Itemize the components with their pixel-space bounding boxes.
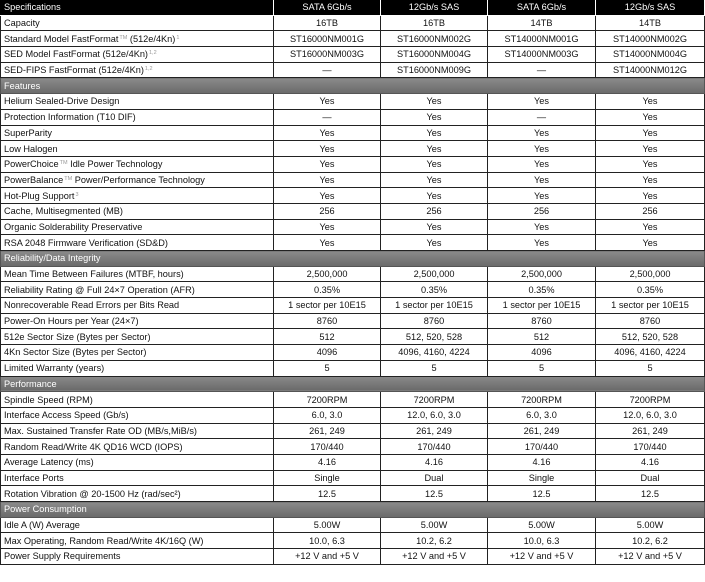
cell-value: 1 sector per 10E15	[274, 298, 381, 314]
cell-value: 5.00W	[381, 517, 488, 533]
cell-value: Yes	[381, 235, 488, 251]
row-label-text: Rotation Vibration @ 20-1500 Hz (rad/sec²)	[4, 488, 181, 499]
cell-value: 261, 249	[274, 423, 381, 439]
table-row	[1, 203, 705, 219]
cell-value: Yes	[596, 109, 705, 125]
row-label	[1, 47, 274, 63]
cell-value: 5	[274, 360, 381, 376]
header-label: Specifications	[1, 0, 274, 15]
cell-value: 256	[488, 203, 596, 219]
table-row	[1, 94, 705, 110]
cell-value: ST16000NM002G	[381, 31, 488, 47]
table-row	[1, 392, 705, 408]
column-header: SATA 6Gb/s	[488, 0, 596, 15]
cell-value: 2,500,000	[274, 266, 381, 282]
cell-value: 12.5	[596, 486, 705, 502]
column-header: 12Gb/s SAS	[596, 0, 705, 15]
row-label	[1, 313, 274, 329]
cell-value: 512, 520, 528	[596, 329, 705, 345]
cell-value: —	[274, 62, 381, 78]
cell-value: 10.0, 6.3	[488, 533, 596, 549]
cell-value: 10.2, 6.2	[381, 533, 488, 549]
header-row	[1, 0, 705, 15]
cell-value: 14TB	[488, 15, 596, 31]
cell-value: ST16000NM009G	[381, 62, 488, 78]
cell-value: 4.16	[488, 454, 596, 470]
table-row	[1, 156, 705, 172]
row-label-text: Power Supply Requirements	[4, 551, 121, 562]
cell-value: 0.35%	[488, 282, 596, 298]
cell-value: Yes	[381, 188, 488, 204]
cell-value: Yes	[381, 94, 488, 110]
row-label-text: Spindle Speed (RPM)	[4, 394, 93, 405]
cell-value: 10.2, 6.2	[596, 533, 705, 549]
row-label	[1, 62, 274, 78]
row-label-text: Nonrecoverable Read Errors per Bits Read	[4, 300, 180, 311]
cell-value: 12.5	[381, 486, 488, 502]
row-label-text: Standard Model FastFormat	[4, 33, 119, 44]
cell-value: Yes	[596, 156, 705, 172]
cell-value: 12.0, 6.0, 3.0	[381, 407, 488, 423]
cell-value: Yes	[596, 235, 705, 251]
section-title: Power Consumption	[1, 502, 705, 518]
row-label	[1, 94, 274, 110]
cell-value: 512, 520, 528	[381, 329, 488, 345]
cell-value: Yes	[488, 188, 596, 204]
column-header: 12Gb/s SAS	[381, 0, 488, 15]
cell-value: 170/440	[488, 439, 596, 455]
cell-value: Dual	[381, 470, 488, 486]
column-header: SATA 6Gb/s	[274, 0, 381, 15]
cell-value: 5.00W	[274, 517, 381, 533]
row-label-text: 512e Sector Size (Bytes per Sector)	[4, 331, 151, 342]
row-label-text: Idle A (W) Average	[4, 520, 80, 531]
table-row	[1, 486, 705, 502]
cell-value: 1 sector per 10E15	[488, 298, 596, 314]
cell-value: Yes	[596, 188, 705, 204]
row-label-text: Helium Sealed-Drive Design	[4, 96, 120, 107]
cell-value: Yes	[596, 94, 705, 110]
cell-value: Single	[488, 470, 596, 486]
cell-value: +12 V and +5 V	[488, 549, 596, 565]
table-row	[1, 454, 705, 470]
cell-value: Yes	[381, 219, 488, 235]
row-label-text: Interface Access Speed (Gb/s)	[4, 410, 129, 421]
cell-value: 170/440	[381, 439, 488, 455]
cell-value: 170/440	[274, 439, 381, 455]
row-label-text: Organic Solderability Preservative	[4, 221, 143, 232]
table-row	[1, 423, 705, 439]
row-label-text: Capacity	[4, 18, 40, 29]
row-label	[1, 156, 274, 172]
cell-value: ST16000NM003G	[274, 47, 381, 63]
cell-value: ST14000NM003G	[488, 47, 596, 63]
row-label-text: Power-On Hours per Year (24×7)	[4, 316, 139, 327]
table-row	[1, 188, 705, 204]
row-label-text: Limited Warranty (years)	[4, 363, 105, 374]
table-row	[1, 31, 705, 47]
cell-value: 256	[274, 203, 381, 219]
cell-value: ST16000NM004G	[381, 47, 488, 63]
table-row	[1, 470, 705, 486]
table-row	[1, 219, 705, 235]
row-label-text: PowerBalance	[4, 174, 64, 185]
cell-value: Yes	[488, 172, 596, 188]
cell-value: 4096	[488, 345, 596, 361]
table-row	[1, 533, 705, 549]
table-row	[1, 266, 705, 282]
cell-value: Yes	[274, 188, 381, 204]
cell-value: 7200RPM	[488, 392, 596, 408]
row-label-text: PowerChoice	[4, 159, 59, 170]
cell-value: ST16000NM001G	[274, 31, 381, 47]
row-label-text: Reliability Rating @ Full 24×7 Operation (AFR)	[4, 284, 195, 295]
footnote-mark: 1	[176, 34, 180, 41]
cell-value: 5	[381, 360, 488, 376]
cell-value: 4096, 4160, 4224	[596, 345, 705, 361]
table-row	[1, 360, 705, 376]
cell-value: Yes	[381, 109, 488, 125]
row-label	[1, 329, 274, 345]
row-label-text: SuperParity	[4, 127, 53, 138]
cell-value: —	[274, 109, 381, 125]
cell-value: Yes	[488, 219, 596, 235]
cell-value: 8760	[381, 313, 488, 329]
cell-value: 7200RPM	[274, 392, 381, 408]
row-label-text: SED-FIPS FastFormat (512e/4Kn)	[4, 65, 144, 76]
row-label	[1, 125, 274, 141]
cell-value: 8760	[596, 313, 705, 329]
cell-value: 4096, 4160, 4224	[381, 345, 488, 361]
cell-value: —	[488, 62, 596, 78]
cell-value: 512	[488, 329, 596, 345]
cell-value: Yes	[596, 219, 705, 235]
cell-value: 12.0, 6.0, 3.0	[596, 407, 705, 423]
section-row	[1, 376, 705, 392]
row-label	[1, 360, 274, 376]
cell-value: 512	[274, 329, 381, 345]
table-row	[1, 313, 705, 329]
table-row	[1, 141, 705, 157]
row-label	[1, 188, 274, 204]
cell-value: 1 sector per 10E15	[596, 298, 705, 314]
cell-value: Yes	[381, 125, 488, 141]
table-row	[1, 549, 705, 565]
row-label	[1, 454, 274, 470]
table-row	[1, 439, 705, 455]
cell-value: 0.35%	[381, 282, 488, 298]
cell-value: 0.35%	[274, 282, 381, 298]
table-row	[1, 407, 705, 423]
section-title: Performance	[1, 376, 705, 392]
cell-value: ST14000NM002G	[596, 31, 705, 47]
cell-value: 1 sector per 10E15	[381, 298, 488, 314]
row-label-suffix: Idle Power Technology	[67, 159, 163, 170]
row-label-text: Random Read/Write 4K QD16 WCD (IOPS)	[4, 441, 183, 452]
cell-value: 261, 249	[596, 423, 705, 439]
row-label-text: Hot-Plug Support	[4, 190, 75, 201]
row-label-text: Interface Ports	[4, 472, 64, 483]
row-label-text: Max. Sustained Transfer Rate OD (MB/s,MiB/s)	[4, 425, 197, 436]
row-label	[1, 282, 274, 298]
row-label	[1, 266, 274, 282]
cell-value: Yes	[274, 156, 381, 172]
cell-value: 6.0, 3.0	[488, 407, 596, 423]
cell-value: ST14000NM012G	[596, 62, 705, 78]
row-label	[1, 470, 274, 486]
cell-value: Yes	[381, 156, 488, 172]
row-label-text: SED Model FastFormat (512e/4Kn)	[4, 49, 148, 60]
row-label-text: Max Operating, Random Read/Write 4K/16Q (W)	[4, 535, 204, 546]
cell-value: Dual	[596, 470, 705, 486]
table-row	[1, 282, 705, 298]
cell-value: Yes	[274, 125, 381, 141]
cell-value: Yes	[274, 94, 381, 110]
cell-value: Yes	[381, 141, 488, 157]
row-label-text: Mean Time Between Failures (MTBF, hours)	[4, 269, 184, 280]
table-row	[1, 517, 705, 533]
table-row	[1, 345, 705, 361]
cell-value: 5	[596, 360, 705, 376]
cell-value: Yes	[596, 141, 705, 157]
cell-value: 4.16	[596, 454, 705, 470]
cell-value: 2,500,000	[596, 266, 705, 282]
cell-value: 0.35%	[596, 282, 705, 298]
cell-value: 5.00W	[596, 517, 705, 533]
table-row	[1, 172, 705, 188]
cell-value: Yes	[274, 141, 381, 157]
row-label	[1, 392, 274, 408]
cell-value: 16TB	[274, 15, 381, 31]
cell-value: 261, 249	[488, 423, 596, 439]
trademark-mark: TM	[64, 175, 73, 182]
row-label	[1, 31, 274, 47]
cell-value: Yes	[488, 156, 596, 172]
row-label-text: 4Kn Sector Size (Bytes per Sector)	[4, 347, 147, 358]
cell-value: 5	[488, 360, 596, 376]
footnote-mark: 1,2	[144, 66, 153, 73]
cell-value: 10.0, 6.3	[274, 533, 381, 549]
section-title: Reliability/Data Integrity	[1, 251, 705, 267]
footnote-mark: 3	[75, 191, 79, 198]
cell-value: 12.5	[488, 486, 596, 502]
row-label	[1, 345, 274, 361]
row-label	[1, 486, 274, 502]
cell-value: —	[488, 109, 596, 125]
table-row	[1, 329, 705, 345]
row-label	[1, 219, 274, 235]
cell-value: Yes	[274, 235, 381, 251]
trademark-mark: TM	[119, 34, 128, 41]
cell-value: Yes	[488, 235, 596, 251]
cell-value: 256	[596, 203, 705, 219]
row-label	[1, 109, 274, 125]
cell-value: 7200RPM	[596, 392, 705, 408]
section-row	[1, 78, 705, 94]
cell-value: 4.16	[381, 454, 488, 470]
cell-value: 8760	[488, 313, 596, 329]
row-label-text: Low Halogen	[4, 143, 58, 154]
row-label	[1, 517, 274, 533]
cell-value: 12.5	[274, 486, 381, 502]
cell-value: +12 V and +5 V	[381, 549, 488, 565]
cell-value: Yes	[596, 125, 705, 141]
cell-value: Yes	[274, 219, 381, 235]
section-row	[1, 502, 705, 518]
table-row	[1, 235, 705, 251]
table-row	[1, 125, 705, 141]
cell-value: Yes	[274, 172, 381, 188]
cell-value: Yes	[488, 141, 596, 157]
cell-value: Single	[274, 470, 381, 486]
row-label-text: Cache, Multisegmented (MB)	[4, 206, 123, 217]
cell-value: ST14000NM004G	[596, 47, 705, 63]
row-label	[1, 533, 274, 549]
row-label-text: Protection Information (T10 DIF)	[4, 112, 136, 123]
cell-value: 8760	[274, 313, 381, 329]
cell-value: 261, 249	[381, 423, 488, 439]
row-label	[1, 235, 274, 251]
section-row	[1, 251, 705, 267]
row-label	[1, 439, 274, 455]
cell-value: 6.0, 3.0	[274, 407, 381, 423]
cell-value: 16TB	[381, 15, 488, 31]
row-label	[1, 15, 274, 31]
cell-value: +12 V and +5 V	[596, 549, 705, 565]
table-row	[1, 298, 705, 314]
cell-value: 256	[381, 203, 488, 219]
table-row	[1, 47, 705, 63]
cell-value: Yes	[596, 172, 705, 188]
cell-value: 5.00W	[488, 517, 596, 533]
trademark-mark: TM	[59, 160, 68, 167]
row-label	[1, 549, 274, 565]
table-row	[1, 62, 705, 78]
cell-value: 170/440	[596, 439, 705, 455]
row-label	[1, 141, 274, 157]
cell-value: +12 V and +5 V	[274, 549, 381, 565]
row-label	[1, 423, 274, 439]
row-label	[1, 407, 274, 423]
cell-value: ST14000NM001G	[488, 31, 596, 47]
section-title: Features	[1, 78, 705, 94]
cell-value: 4096	[274, 345, 381, 361]
row-label-text: Average Latency (ms)	[4, 457, 94, 468]
row-label	[1, 298, 274, 314]
cell-value: 4.16	[274, 454, 381, 470]
cell-value: 14TB	[596, 15, 705, 31]
table-row	[1, 15, 705, 31]
row-label	[1, 203, 274, 219]
cell-value: Yes	[488, 94, 596, 110]
cell-value: Yes	[381, 172, 488, 188]
row-label-suffix: (512e/4Kn)	[127, 33, 176, 44]
row-label-text: RSA 2048 Firmware Verification (SD&D)	[4, 237, 168, 248]
cell-value: 2,500,000	[488, 266, 596, 282]
row-label	[1, 172, 274, 188]
row-label-suffix: Power/Performance Technology	[72, 174, 205, 185]
cell-value: 7200RPM	[381, 392, 488, 408]
cell-value: Yes	[488, 125, 596, 141]
table-row	[1, 109, 705, 125]
footnote-mark: 1,2	[149, 50, 157, 57]
cell-value: 2,500,000	[381, 266, 488, 282]
